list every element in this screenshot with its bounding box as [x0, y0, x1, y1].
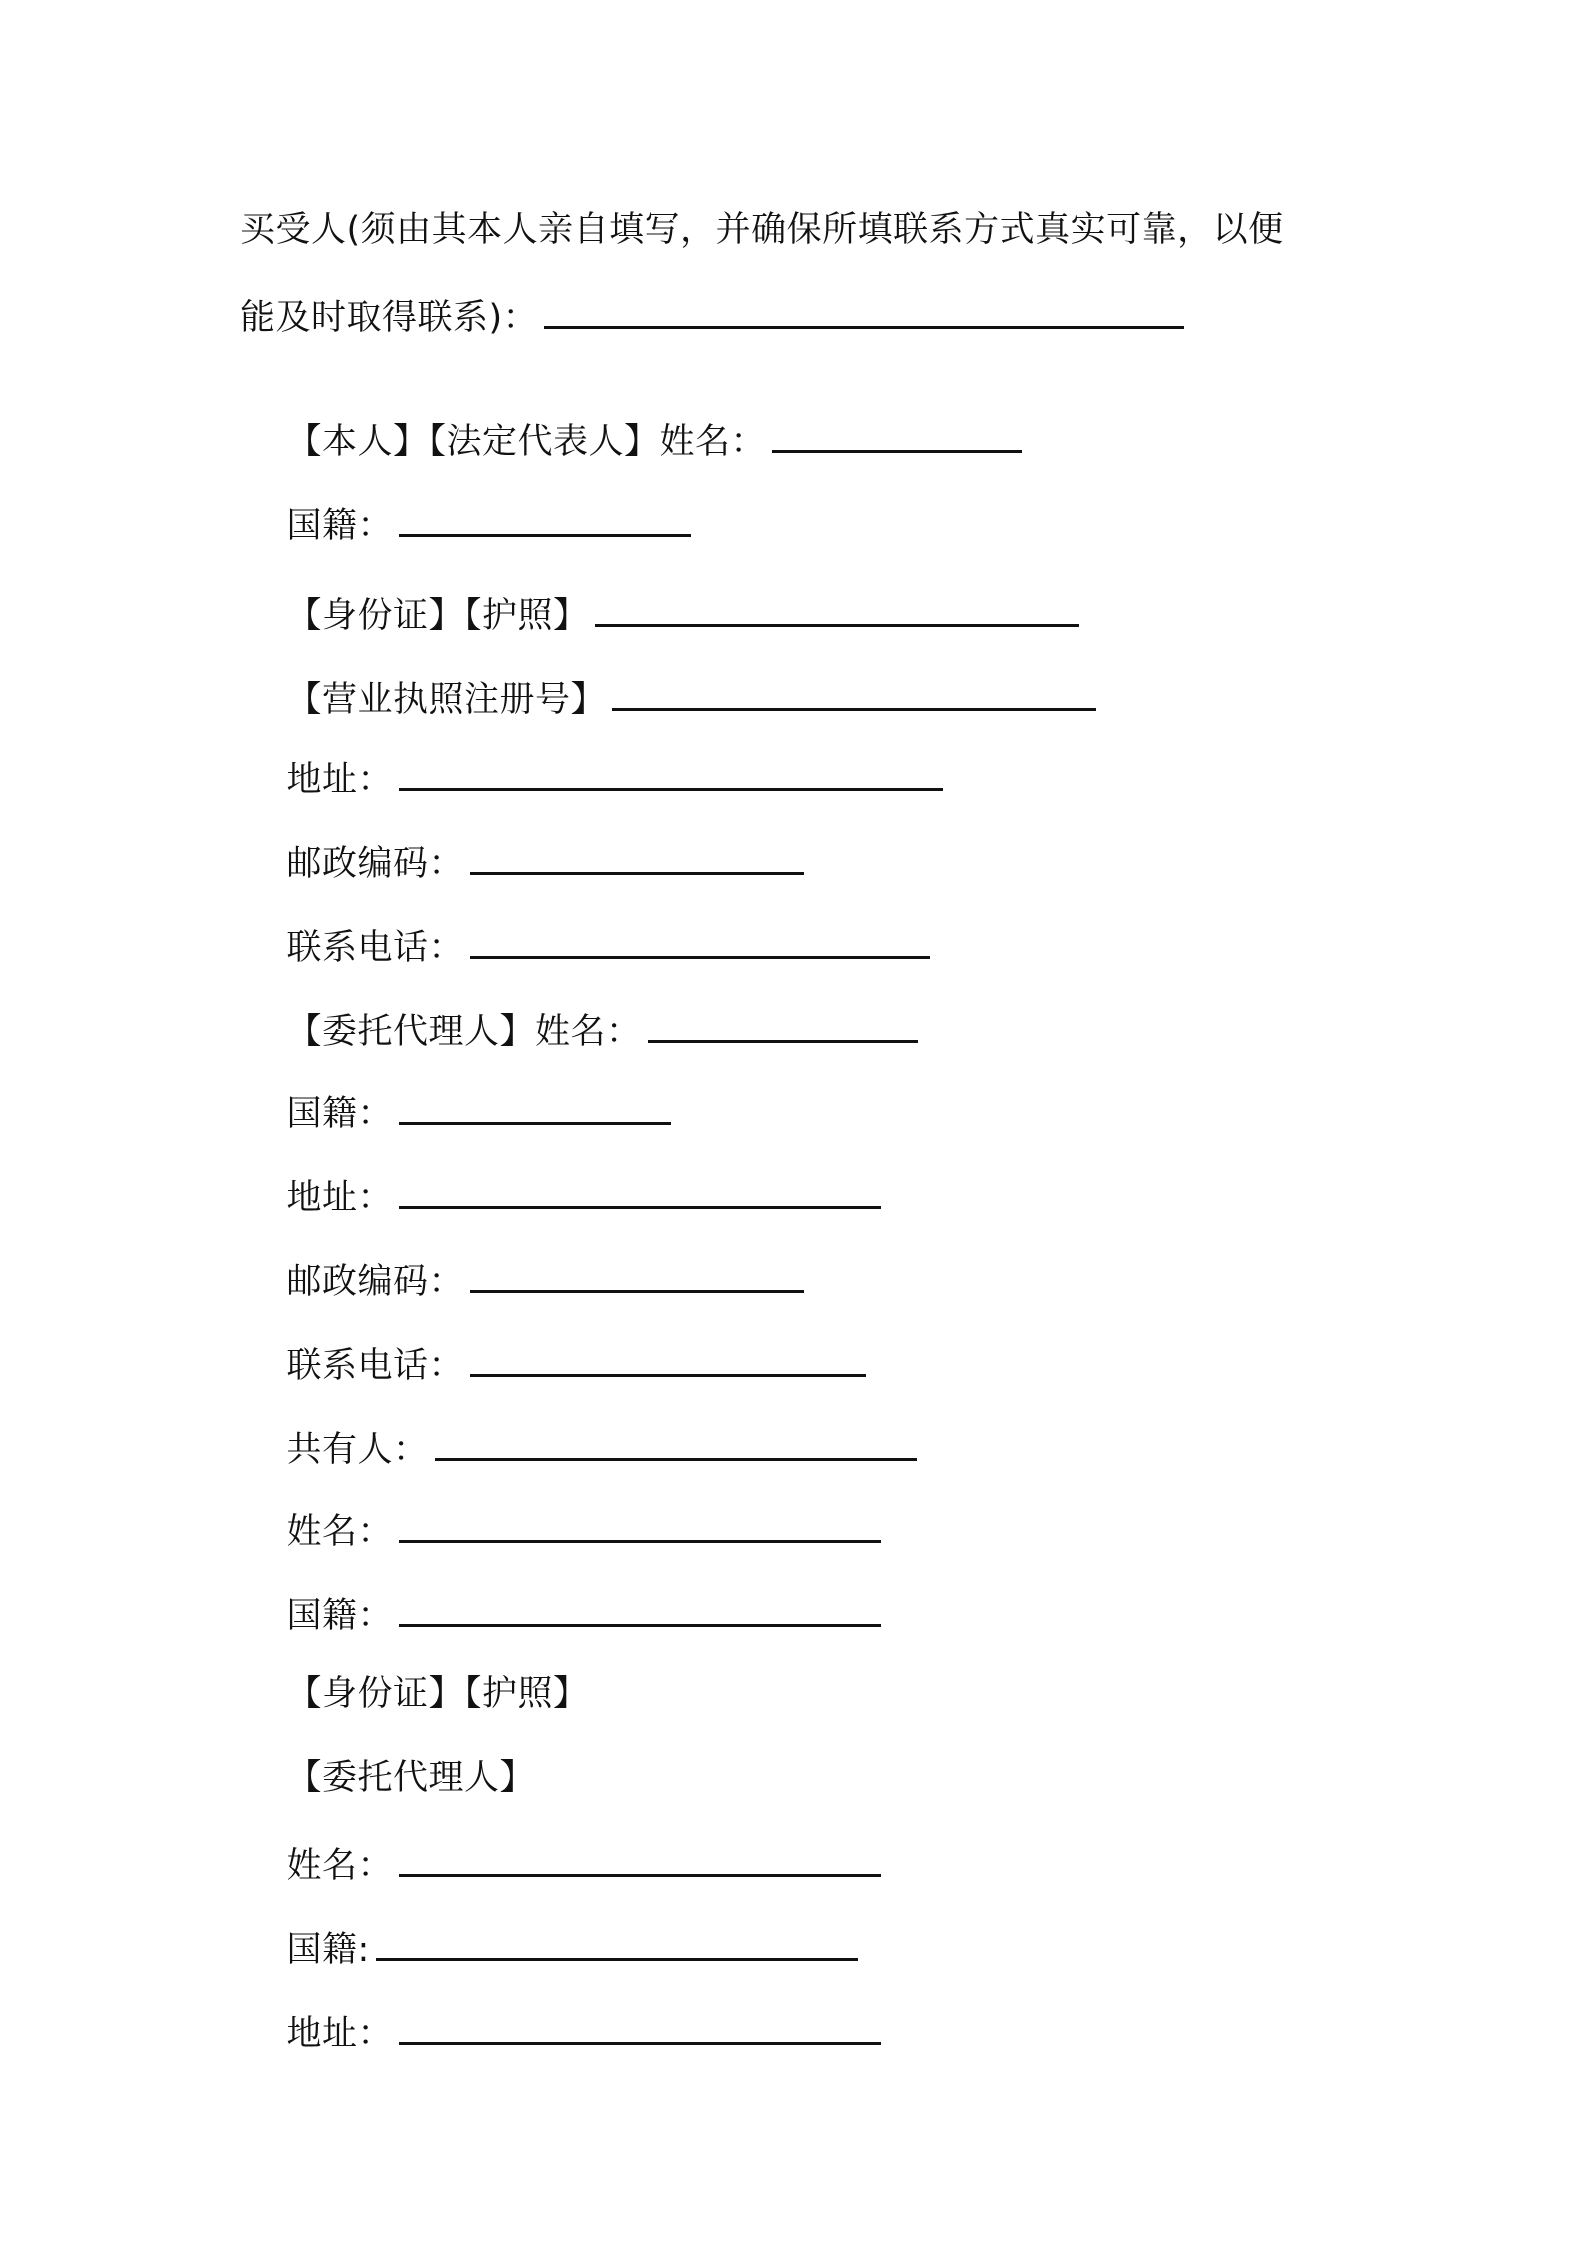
agent-name-2-blank[interactable] [399, 1840, 881, 1877]
field-label: 【身份证】【护照】 [286, 596, 589, 636]
field-label: 联系电话： [286, 928, 465, 968]
field-label: 国籍： [286, 1596, 394, 1636]
co-owner-blank[interactable] [435, 1424, 917, 1461]
field-label: 地址： [286, 760, 394, 800]
field-label: 邮政编码： [286, 844, 465, 884]
nationality-2-blank[interactable] [399, 1088, 671, 1125]
phone-1-blank[interactable] [470, 922, 930, 959]
field-address-3 [240, 1964, 881, 2100]
field-label: 国籍: [286, 1930, 370, 1970]
field-label: 邮政编码： [286, 1262, 465, 1302]
postcode-1-blank[interactable] [470, 838, 804, 875]
rep-name-blank[interactable] [772, 416, 1022, 453]
field-label: 联系电话： [286, 1346, 465, 1386]
field-label: 【委托代理人】 [286, 1758, 536, 1798]
field-label: 【委托代理人】姓名： [286, 1012, 642, 1052]
address-3-blank[interactable] [399, 2008, 881, 2045]
id-passport-1-blank[interactable] [595, 590, 1079, 627]
nationality-3-blank[interactable] [399, 1590, 881, 1627]
buyer-contact-blank[interactable] [544, 292, 1184, 329]
nationality-4-blank[interactable] [376, 1924, 858, 1961]
business-license-no-blank[interactable] [612, 674, 1096, 711]
phone-2-blank[interactable] [470, 1340, 866, 1377]
postcode-2-blank[interactable] [470, 1256, 804, 1293]
field-label: 姓名： [286, 1846, 394, 1886]
field-label: 姓名： [286, 1512, 394, 1552]
field-label: 【营业执照注册号】 [286, 680, 607, 720]
co-owner-name-blank[interactable] [399, 1506, 881, 1543]
buyer-intro-line-1: 买受人(须由其本人亲自填写，并确保所填联系方式真实可靠，以便 [240, 210, 1284, 250]
address-2-blank[interactable] [399, 1172, 881, 1209]
field-label: 【本人】【法定代表人】姓名： [286, 422, 767, 462]
buyer-intro [240, 186, 1360, 362]
field-label: 地址： [286, 1178, 394, 1218]
field-label: 国籍： [286, 506, 394, 546]
field-label: 地址： [286, 2014, 394, 2054]
buyer-intro-line-2: 能及时取得联系)： [240, 298, 539, 338]
field-label: 国籍： [286, 1094, 394, 1134]
field-label: 共有人： [286, 1430, 429, 1470]
nationality-1-blank[interactable] [399, 500, 691, 537]
address-1-blank[interactable] [399, 754, 943, 791]
field-label: 【身份证】【护照】 [286, 1674, 589, 1714]
agent-name-1-blank[interactable] [648, 1006, 918, 1043]
